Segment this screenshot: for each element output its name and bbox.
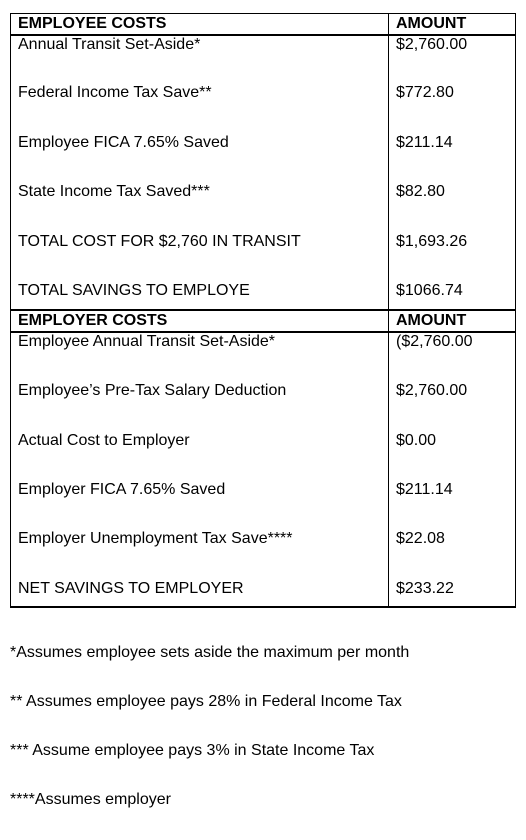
row-amount: $1066.74 [389,282,516,310]
employer-amount-heading: AMOUNT [389,310,516,332]
row-label: Actual Cost to Employer [11,432,389,481]
employer-costs-heading: EMPLOYER COSTS [11,310,389,332]
table-row [11,530,516,580]
row-label: Employee’s Pre-Tax Salary Deduction [11,382,389,432]
row-label: Employee Annual Transit Set-Aside* [11,332,389,382]
table-row [11,580,516,607]
table-row [11,134,516,183]
employee-costs-heading: EMPLOYEE COSTS [11,14,389,36]
table-row [11,35,516,84]
footnotes [10,644,515,840]
row-amount: $211.14 [389,134,516,183]
cost-comparison-table [10,13,516,608]
row-label: State Income Tax Saved*** [11,183,389,233]
row-label: Employer FICA 7.65% Saved [11,481,389,530]
row-label: NET SAVINGS TO EMPLOYER [11,580,389,607]
table-row [11,332,516,382]
row-amount: ($2,760.00 [389,332,516,382]
footnote: ** Assumes employee pays 28% in Federal Income Tax [10,693,402,710]
table-row [11,233,516,282]
row-label: Employee FICA 7.65% Saved [11,134,389,183]
employee-costs-header-row [11,14,516,36]
table-row [11,481,516,530]
table-row [11,432,516,481]
row-label: TOTAL SAVINGS TO EMPLOYE [11,282,389,310]
row-amount: $211.14 [389,481,516,530]
row-amount: $22.08 [389,530,516,580]
footnote: *Assumes employee sets aside the maximum per month [10,644,410,661]
table-row [11,84,516,134]
row-label: Annual Transit Set-Aside* [11,35,389,84]
table-row [11,382,516,432]
employee-amount-heading: AMOUNT [389,14,516,36]
table-row [11,183,516,233]
row-amount: $0.00 [389,432,516,481]
row-amount: $1,693.26 [389,233,516,282]
employer-costs-header-row [11,310,516,332]
row-label: Federal Income Tax Save** [11,84,389,134]
row-amount: $2,760.00 [389,382,516,432]
table-row [11,282,516,310]
row-amount: $233.22 [389,580,516,607]
row-label: Employer Unemployment Tax Save**** [11,530,389,580]
footnote: *** Assume employee pays 3% in State Income Tax [10,742,375,759]
row-amount: $2,760.00 [389,35,516,84]
row-amount: $82.80 [389,183,516,233]
footnote: ****Assumes employer [10,791,171,808]
row-amount: $772.80 [389,84,516,134]
row-label: TOTAL COST FOR $2,760 IN TRANSIT [11,233,389,282]
